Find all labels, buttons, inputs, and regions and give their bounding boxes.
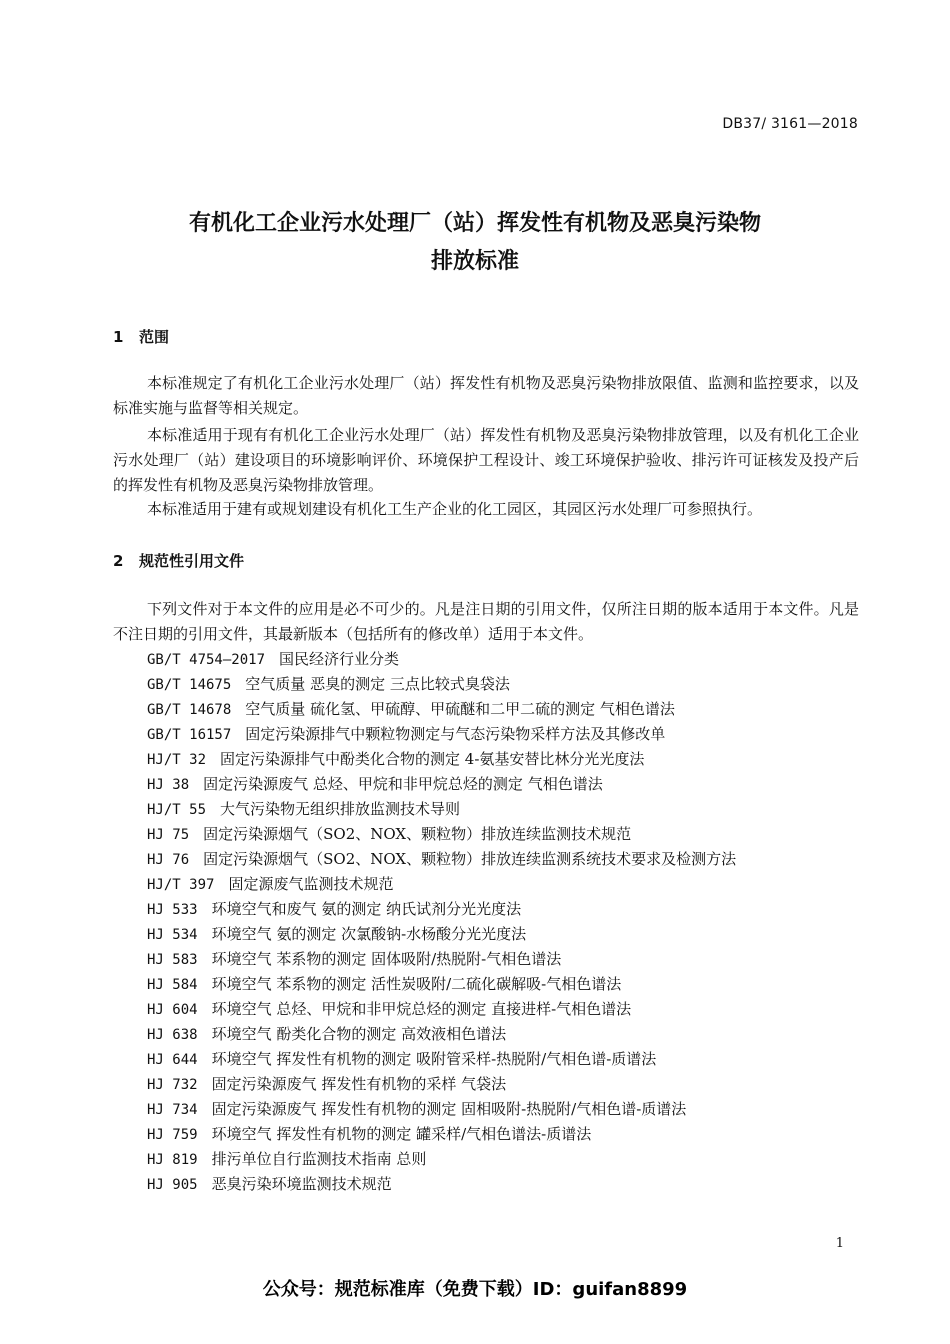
reference-title: 固定污染源废气 挥发性有机物的采样 气袋法: [211, 1075, 507, 1093]
reference-item: [147, 972, 736, 997]
reference-code: GB/T 14678: [147, 702, 232, 718]
reference-item: [147, 697, 736, 722]
reference-code: HJ/T 32: [147, 752, 207, 768]
reference-code: HJ 759: [147, 1127, 198, 1143]
document-code: DB37/ 3161—2018: [722, 116, 858, 132]
reference-code: GB/T 14675: [147, 677, 232, 693]
section-title: 规范性引用文件: [139, 552, 245, 570]
reference-title: 固定污染源废气 总烃、甲烷和非甲烷总烃的测定 气相色谱法: [203, 775, 603, 793]
reference-item: [147, 1072, 736, 1097]
reference-title: 大气污染物无组织排放监测技术导则: [220, 800, 461, 818]
reference-item: [147, 822, 736, 847]
section-heading-normative-references: [113, 550, 244, 571]
reference-code: HJ 734: [147, 1102, 198, 1118]
reference-code: HJ 644: [147, 1052, 198, 1068]
reference-code: GB/T 4754—2017: [147, 652, 266, 668]
reference-code: HJ 732: [147, 1077, 198, 1093]
reference-title: 环境空气 挥发性有机物的测定 罐采样/气相色谱法-质谱法: [211, 1125, 592, 1143]
reference-title: 环境空气 酚类化合物的测定 高效液相色谱法: [211, 1025, 507, 1043]
scope-paragraph-1: 本标准规定了有机化工企业污水处理厂（站）挥发性有机物及恶臭污染物排放限值、监测和监控要求，以及标准实施与监督等相关规定。: [113, 374, 859, 417]
reference-title: 恶臭污染环境监测技术规范: [211, 1175, 392, 1193]
reference-title: 固定源废气监测技术规范: [228, 875, 394, 893]
reference-title: 环境空气 苯系物的测定 活性炭吸附/二硫化碳解吸-气相色谱法: [211, 975, 622, 993]
reference-item: [147, 1147, 736, 1172]
reference-code: HJ 819: [147, 1152, 198, 1168]
reference-item: [147, 772, 736, 797]
reference-title: 环境空气 总烃、甲烷和非甲烷总烃的测定 直接进样-气相色谱法: [211, 1000, 632, 1018]
reference-title: 固定污染源排气中酚类化合物的测定 4-氨基安替比林分光光度法: [220, 750, 645, 768]
reference-code: HJ/T 397: [147, 877, 215, 893]
reference-code: HJ 76: [147, 852, 190, 868]
reference-code: HJ 533: [147, 902, 198, 918]
reference-title: 固定污染源烟气（SO2、NOX、颗粒物）排放连续监测系统技术要求及检测方法: [203, 850, 737, 868]
reference-title: 排污单位自行监测技术指南 总则: [211, 1150, 427, 1168]
references-intro-paragraph: 下列文件对于本文件的应用是必不可少的。凡是注日期的引用文件，仅所注日期的版本适用于本文件。凡是不注日期的引用文件，其最新版本（包括所有的修改单）适用于本文件。: [113, 600, 859, 643]
reference-title: 空气质量 硫化氢、甲硫醇、甲硫醚和二甲二硫的测定 气相色谱法: [245, 700, 675, 718]
reference-item: [147, 672, 736, 697]
reference-item: [147, 797, 736, 822]
reference-item: [147, 1047, 736, 1072]
reference-item: [147, 1172, 736, 1197]
reference-code: HJ 604: [147, 1002, 198, 1018]
reference-item: [147, 747, 736, 772]
reference-title: 环境空气和废气 氨的测定 纳氏试剂分光光度法: [211, 900, 522, 918]
reference-item: [147, 1022, 736, 1047]
reference-code: GB/T 16157: [147, 727, 232, 743]
reference-code: HJ 583: [147, 952, 198, 968]
reference-code: HJ 534: [147, 927, 198, 943]
document-title-line-2: 排放标准: [430, 249, 519, 274]
section-number: 2: [113, 552, 124, 570]
reference-title: 固定污染源烟气（SO2、NOX、颗粒物）排放连续监测技术规范: [203, 825, 632, 843]
reference-item: [147, 647, 736, 672]
reference-item: [147, 947, 736, 972]
reference-title: 环境空气 挥发性有机物的测定 吸附管采样-热脱附/气相色谱-质谱法: [211, 1050, 657, 1068]
reference-code: HJ 38: [147, 777, 190, 793]
reference-item: [147, 1097, 736, 1122]
reference-title: 国民经济行业分类: [279, 650, 400, 668]
reference-title: 空气质量 恶臭的测定 三点比较式臭袋法: [245, 675, 510, 693]
scope-paragraph-3: 本标准适用于建有或规划建设有机化工生产企业的化工园区，其园区污水处理厂可参照执行。: [147, 500, 763, 518]
reference-item: [147, 997, 736, 1022]
reference-code: HJ 75: [147, 827, 190, 843]
reference-code: HJ 905: [147, 1177, 198, 1193]
reference-code: HJ/T 55: [147, 802, 207, 818]
reference-item: [147, 847, 736, 872]
section-number: 1: [113, 328, 124, 346]
watermark-text: 公众号：规范标准库（免费下载）ID：guifan8899: [262, 1279, 688, 1300]
reference-title: 环境空气 氨的测定 次氯酸钠-水杨酸分光光度法: [211, 925, 527, 943]
section-title: 范围: [139, 328, 170, 346]
section-heading-scope: [113, 326, 169, 347]
reference-item: [147, 722, 736, 747]
reference-title: 固定污染源排气中颗粒物测定与气态污染物采样方法及其修改单: [245, 725, 666, 743]
reference-item: [147, 897, 736, 922]
scope-paragraph-2: 本标准适用于现有有机化工企业污水处理厂（站）挥发性有机物及恶臭污染物排放管理，以及有机化工企业污水处理厂（站）建设项目的环境影响评价、环境保护工程设计、竣工环境保护验收、排污许可证核发及投产后的挥发性有机物及恶臭污染物排放管理。: [113, 426, 859, 494]
document-title-line-1: 有机化工企业污水处理厂（站）挥发性有机物及恶臭污染物: [188, 211, 761, 236]
reference-code: HJ 638: [147, 1027, 198, 1043]
reference-code: HJ 584: [147, 977, 198, 993]
reference-title: 环境空气 苯系物的测定 固体吸附/热脱附-气相色谱法: [211, 950, 562, 968]
reference-item: [147, 1122, 736, 1147]
reference-item: [147, 872, 736, 897]
page-number: 1: [835, 1236, 844, 1251]
reference-title: 固定污染源废气 挥发性有机物的测定 固相吸附-热脱附/气相色谱-质谱法: [211, 1100, 687, 1118]
reference-item: [147, 922, 736, 947]
reference-list: [147, 647, 736, 1197]
